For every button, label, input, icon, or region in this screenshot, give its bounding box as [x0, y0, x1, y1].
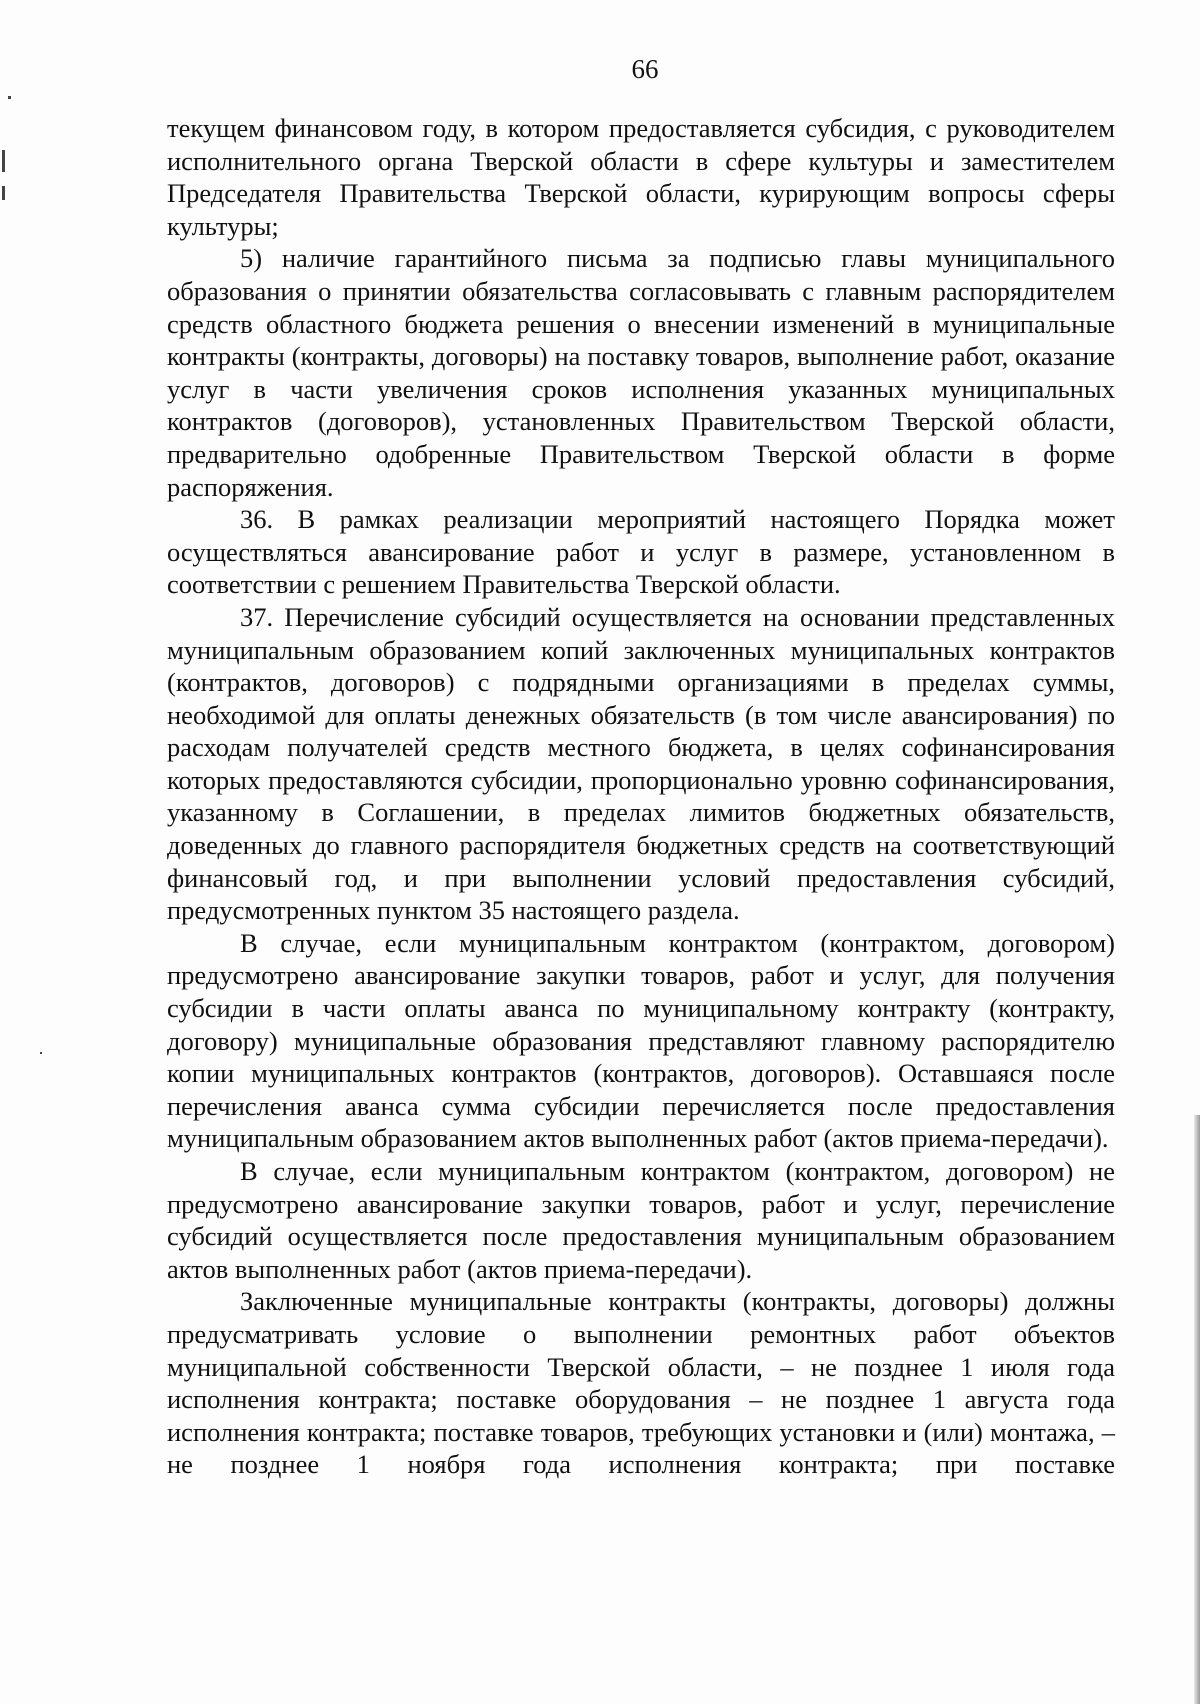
- page-number: 66: [631, 54, 659, 84]
- scan-speck: [2, 150, 5, 172]
- scan-edge-shadow: [1194, 1115, 1200, 1704]
- paragraph-contract-terms: Заключенные муниципальные контракты (контракты, договоры) должны предусматривать условие о выполнении ремонтных работ объектов муниципальной собственности Тверской области, – не позднее 1 июля года исполнения контракта; поставке оборудования – не позднее 1 августа года исполнения контракта; поставке товаров, требующих установки и (или) монтажа, – не позднее 1 ноября года исполнения контракта; при поставке: [167, 1286, 1115, 1480]
- paragraph-advance-provided: В случае, если муниципальным контрактом (контрактом, договором) предусмотрено авансирование закупки товаров, работ и услуг, для получения субсидии в части оплаты аванса по муниципальному контракту (контракту, договору) муниципальные образования представляют главному распорядителю копии муниципальных контрактов (контрактов, договоров). Оставшаяся после перечисления аванса сумма субсидии перечисляется после предоставления муниципальным образованием актов выполненных работ (актов приема-передачи).: [167, 927, 1115, 1154]
- paragraph-item-37: 37. Перечисление субсидий осуществляется на основании представленных муниципальным образованием копий заключенных муниципальных контрактов (контрактов, договоров) с подрядными организациями в пределах суммы, необходимой для оплаты денежных обязательств (в том числе авансирования) по расходам получателей средств местного бюджета, в целях софинансирования которых предоставляются субсидии, пропорционально уровню софинансирования, указанному в Соглашении, в пределах лимитов бюджетных обязательств, доведенных до главного распорядителя бюджетных средств на соответствующий финансовый год, и при выполнении условий предоставления субсидий, предусмотренных пунктом 35 настоящего раздела.: [167, 601, 1115, 926]
- scan-speck: [2, 186, 5, 200]
- scan-speck: [40, 1052, 42, 1054]
- paragraph-advance-not-provided: В случае, если муниципальным контрактом (контрактом, договором) не предусмотрено авансирование закупки товаров, работ и услуг, перечисление субсидий осуществляется после предоставления муниципальным образованием актов выполненных работ (актов приема-передачи).: [167, 1156, 1115, 1284]
- document-body: [167, 112, 1115, 1481]
- paragraph-continuation: текущем финансовом году, в котором предоставляется субсидия, с руководителем исполнительного органа Тверской области в сфере культуры и заместителем Председателя Правительства Тверской области, курирующим вопросы сферы культуры;: [167, 113, 1115, 241]
- paragraph-item-36: 36. В рамках реализации мероприятий настоящего Порядка может осуществляться авансирование работ и услуг в размере, установленном в соответствии с решением Правительства Тверской области.: [167, 504, 1115, 600]
- paragraph-clause-5: 5) наличие гарантийного письма за подписью главы муниципального образования о принятии обязательства согласовывать с главным распорядителем средств областного бюджета решения о внесении изменений в муниципальные контракты (контракты, договоры) на поставку товаров, выполнение работ, оказание услуг в части увеличения сроков исполнения указанных муниципальных контрактов (договоров), установленных Правительством Тверской области, предварительно одобренные Правительством Тверской области в форме распоряжения.: [167, 243, 1115, 502]
- scan-speck: [8, 96, 11, 99]
